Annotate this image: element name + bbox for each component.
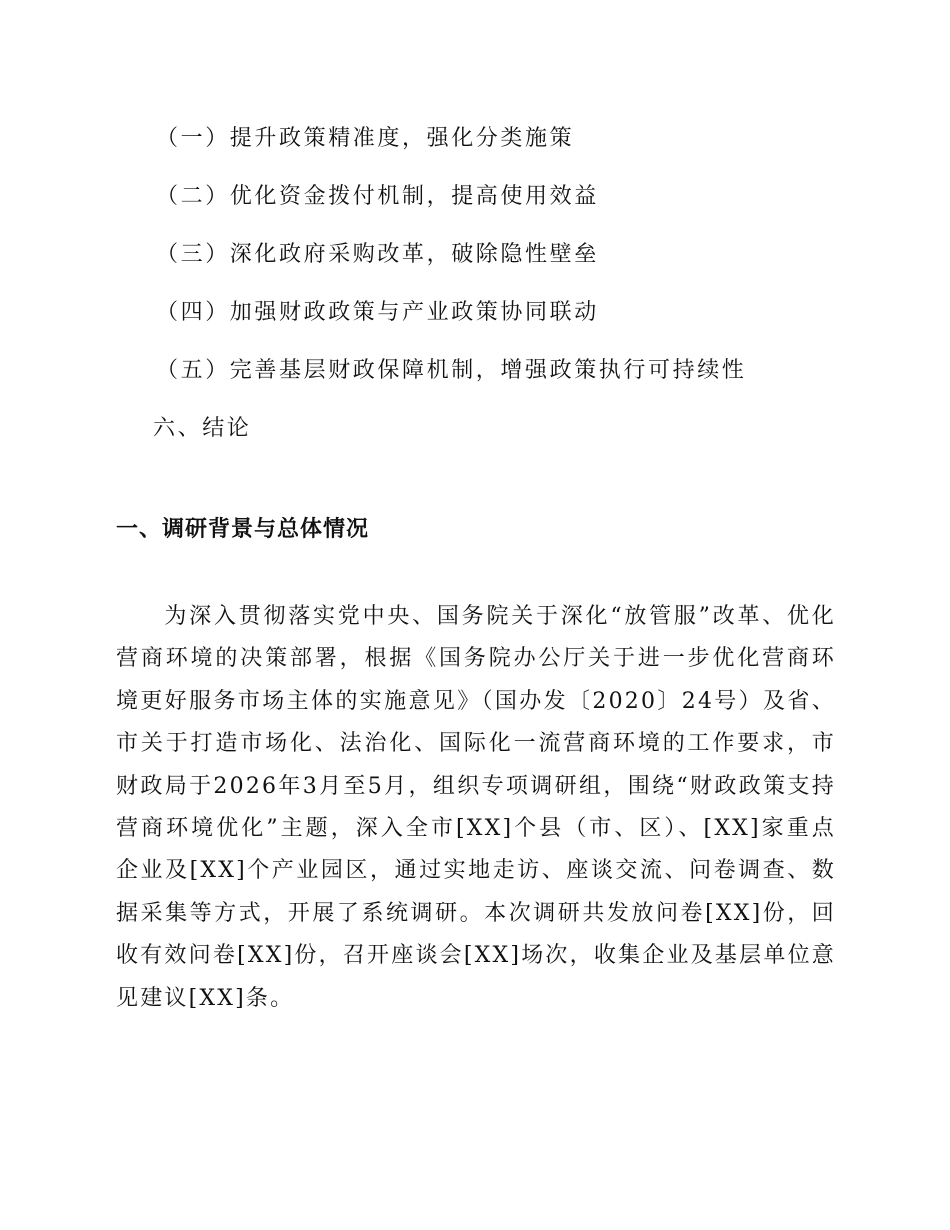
body-paragraph: 为深入贯彻落实党中央、国务院关于深化“放管服”改革、优化营商环境的决策部署，根据《国务院办公厅关于进一步优化营商环境更好服务市场主体的实施意见》（国办发〔2020〕24号）及省、市关于打造市场化、法治化、国际化一流营商环境的工作要求，市财政局于2026年3月至5月，组织专项调研组，围绕“财政政策支持营商环境优化”主题，深入全市[XX]个县（市、区）、[XX]家重点企业及[XX]个产业园区，通过实地走访、座谈交流、问卷调查、数据采集等方式，开展了系统调研。本次调研共发放问卷[XX]份，回收有效问卷[XX]份，召开座谈会[XX]场次，收集企业及基层单位意见建议[XX]条。 — [116, 604, 836, 1011]
toc-item: （五）完善基层财政保障机制，增强政策执行可持续性 — [156, 358, 747, 383]
toc-item: （三）深化政府采购改革，破除隐性壁垒 — [156, 242, 599, 267]
toc-item: （四）加强财政政策与产业政策协同联动 — [156, 300, 599, 325]
table-of-contents — [153, 116, 876, 464]
toc-item: （一）提升政策精准度，强化分类施策 — [156, 126, 575, 151]
section-heading: 一、调研背景与总体情况 — [116, 517, 370, 542]
toc-item: 六、结论 — [153, 416, 252, 441]
toc-item: （二）优化资金拨付机制，提高使用效益 — [156, 184, 599, 209]
